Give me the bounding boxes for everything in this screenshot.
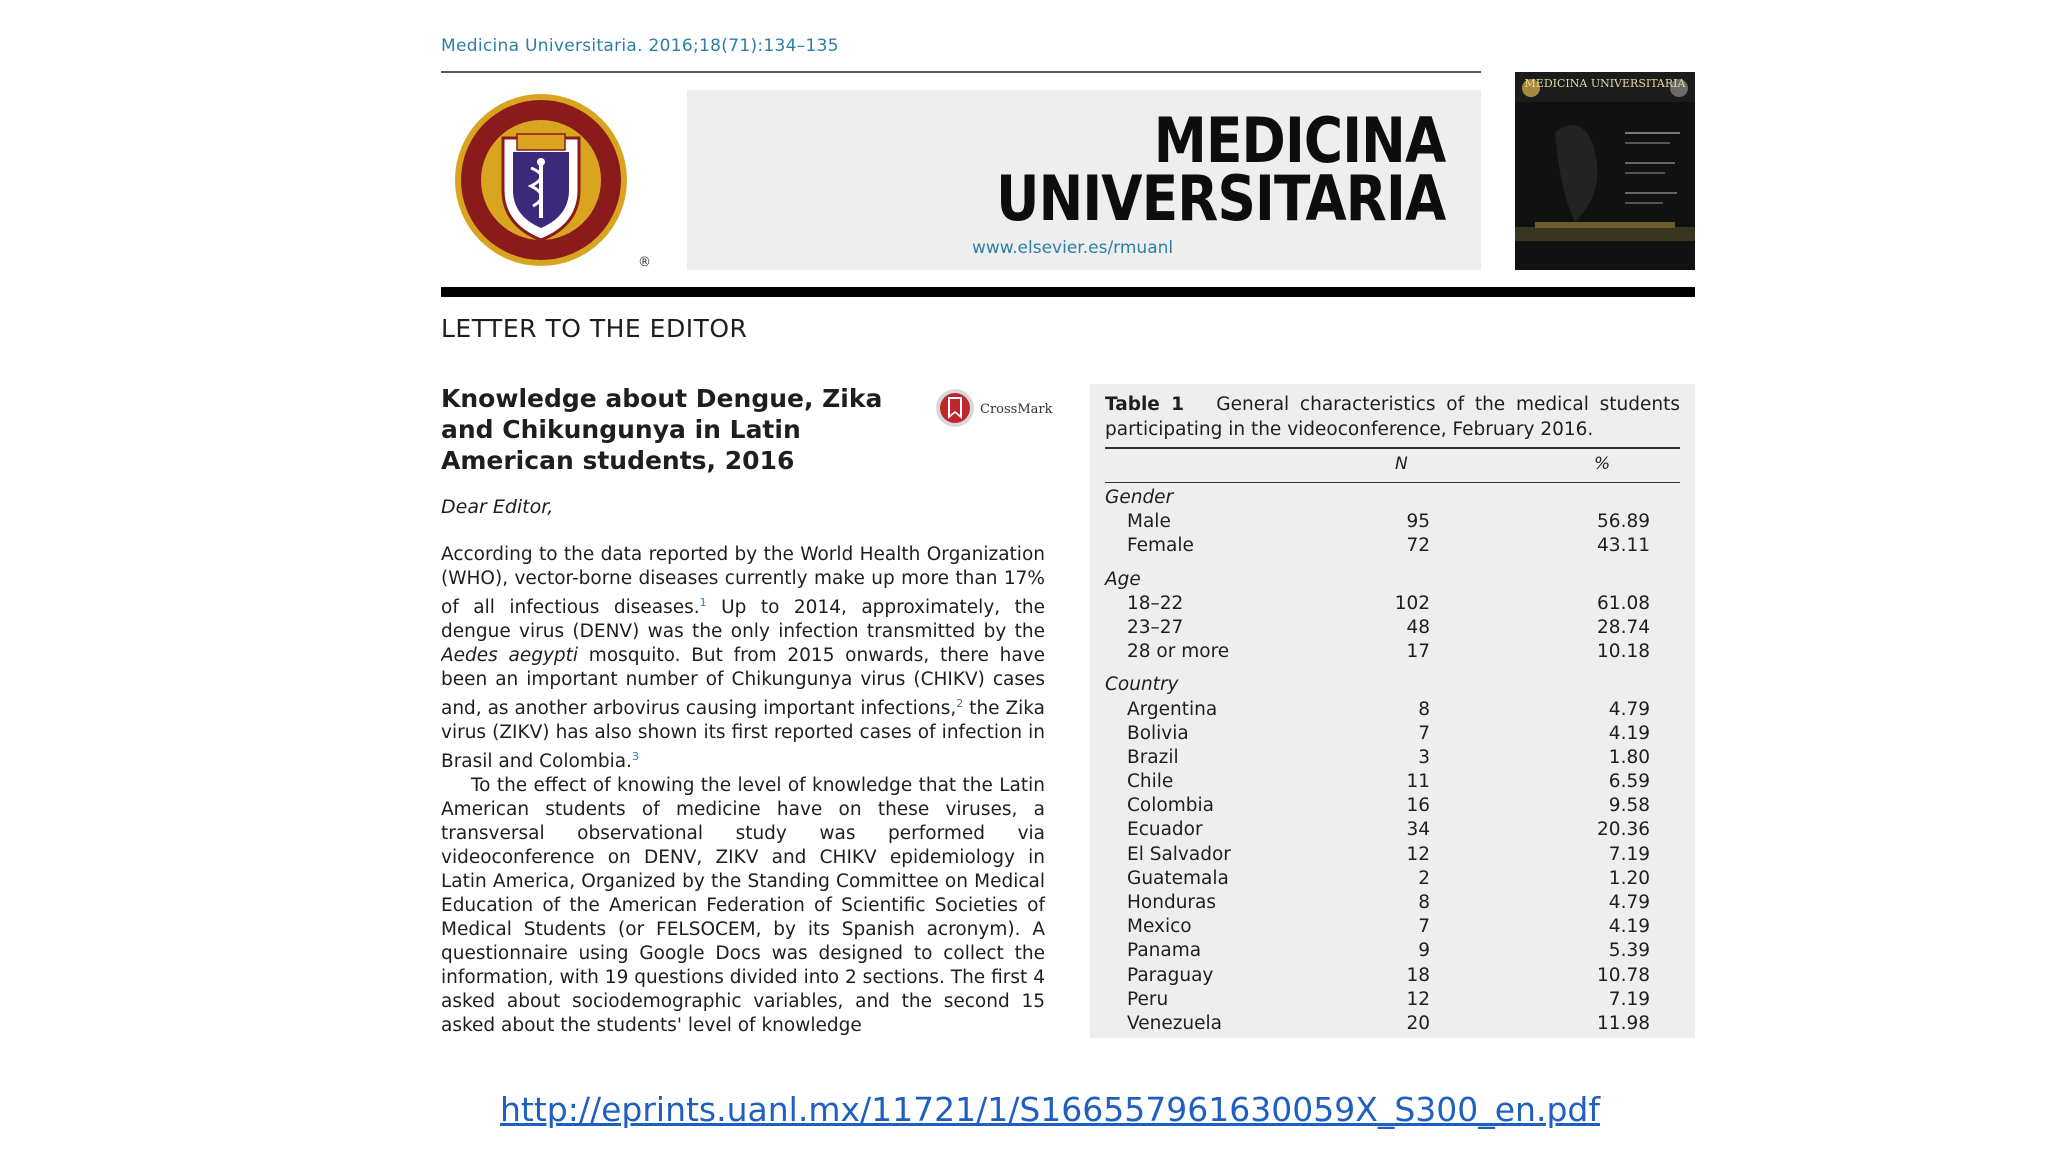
- paragraph-2: To the effect of knowing the level of knowledge that the Latin American students of medicine have on these viruses, a transversal observational study was performed via videoconference on DENV, ZIKV and CHIKV epidemiology in Latin America, Organized by the Standing Committee on Medical Education of the American Federation of Scientific Societies of Medical Students (or FELSOCEM, by its Spanish acronym). A questionnaire using Google Docs was designed to collect the information, with 19 questions divided into 2 sections. The first 4 asked about sociodemographic variables, and the second 15 asked about the students' level of knowledge: [441, 775, 1045, 1037]
- journal-url: www.elsevier.es/rmuanl: [972, 238, 1174, 258]
- row-count: 8: [1418, 698, 1430, 720]
- svg-text:®: ®: [638, 255, 651, 270]
- table-row: [1105, 534, 1680, 558]
- row-count: 34: [1406, 819, 1430, 841]
- row-count: 20: [1406, 1012, 1430, 1034]
- row-percent: 1.80: [1608, 746, 1650, 768]
- row-percent: 1.20: [1608, 867, 1650, 889]
- row-label: Female: [1127, 535, 1194, 557]
- article-body: [441, 543, 1051, 1038]
- table-body: [1105, 486, 1680, 1036]
- table-row: [1105, 988, 1680, 1012]
- row-percent: 4.19: [1608, 916, 1650, 938]
- article-title: Knowledge about Dengue, Zika and Chikungunya in Latin American students, 2016: [441, 384, 883, 475]
- row-count: 18: [1406, 964, 1430, 986]
- row-label: Venezuela: [1127, 1012, 1223, 1034]
- row-count: 102: [1394, 592, 1430, 614]
- row-percent: 11.98: [1597, 1012, 1650, 1034]
- table-row: [1105, 640, 1680, 664]
- journal-cover-thumbnail: [1515, 72, 1695, 270]
- row-label: Honduras: [1127, 892, 1217, 913]
- row-count: 17: [1406, 641, 1430, 663]
- row-count: 9: [1418, 940, 1430, 962]
- row-percent: 4.19: [1608, 722, 1650, 744]
- table-row: [1105, 891, 1680, 915]
- table-row: [1105, 698, 1680, 722]
- row-count: 3: [1418, 746, 1430, 768]
- table-row: [1105, 770, 1680, 794]
- section-label: LETTER TO THE EDITOR: [441, 314, 748, 343]
- row-label: Argentina: [1127, 698, 1218, 720]
- table-row: [1105, 616, 1680, 640]
- table-row: [1105, 722, 1680, 746]
- table-header-rule: [1105, 482, 1680, 483]
- row-percent: 6.59: [1608, 771, 1650, 793]
- section-divider: [441, 287, 1695, 297]
- table-group-header: [1105, 568, 1680, 592]
- table-row: [1105, 939, 1680, 963]
- row-count: 2: [1418, 867, 1430, 889]
- row-count: 95: [1406, 511, 1430, 533]
- row-label: Bolivia: [1127, 722, 1189, 744]
- header-divider: [441, 71, 1481, 73]
- journal-banner: [687, 90, 1481, 270]
- column-header-n: N: [1395, 454, 1408, 474]
- row-count: 11: [1406, 771, 1430, 793]
- row-label: Peru: [1127, 988, 1169, 1010]
- salutation: Dear Editor,: [441, 496, 554, 518]
- journal-wordmark: MEDICINA UNIVERSITARIA: [995, 104, 1445, 235]
- row-percent: 7.19: [1608, 988, 1650, 1010]
- table-top-rule: [1105, 447, 1680, 449]
- row-count: 7: [1418, 722, 1430, 744]
- table-row: [1105, 818, 1680, 842]
- row-label: Mexico: [1127, 916, 1192, 938]
- journal-reference: Medicina Universitaria. 2016;18(71):134–135: [441, 36, 839, 56]
- row-count: 8: [1418, 892, 1430, 913]
- row-percent: 10.78: [1597, 964, 1650, 986]
- row-percent: 20.36: [1597, 819, 1650, 841]
- group-label: Country: [1105, 674, 1179, 696]
- paragraph-1: According to the data reported by the World Health Organization (WHO), vector-borne diseases currently make up more than 17% of all infectious diseases.$^1$ Up to 2014, approximately, the dengue virus (DENV) was the only infection transmitted by the Aedes aegypti mosquito. But from 2015 onwards, there have been an important number of Chikungunya virus (CHIKV) cases and, as another arbovirus causing important infections,$^2$ the Zika virus (ZIKV) has also shown its first reported cases of infection in Brasil and Colombia.$^3$: [441, 544, 1045, 773]
- row-percent: 61.08: [1597, 592, 1650, 614]
- row-label: Brazil: [1127, 746, 1179, 768]
- table-row: [1105, 867, 1680, 891]
- table-row: [1105, 510, 1680, 534]
- row-count: 16: [1406, 795, 1430, 817]
- cover-title: MEDICINA UNIVERSITARIA: [1524, 77, 1686, 90]
- row-percent: 56.89: [1597, 511, 1650, 533]
- row-percent: 4.79: [1608, 698, 1650, 720]
- row-count: 12: [1406, 843, 1430, 865]
- row-count: 12: [1406, 988, 1430, 1010]
- row-percent: 4.79: [1608, 892, 1650, 913]
- table-row: [1105, 592, 1680, 616]
- row-label: Guatemala: [1127, 867, 1229, 889]
- row-percent: 10.18: [1597, 641, 1650, 663]
- column-header-percent: %: [1594, 454, 1611, 474]
- row-percent: 28.74: [1597, 616, 1650, 638]
- table-1: [1090, 384, 1695, 1038]
- row-label: 23–27: [1127, 616, 1184, 638]
- table-caption: Table 1 General characteristics of the medical students participating in the videoconference, February 2016.: [1105, 394, 1680, 440]
- table-group-header: [1105, 673, 1680, 697]
- table-row: [1105, 1012, 1680, 1036]
- crossmark-badge[interactable]: [933, 388, 1053, 428]
- row-percent: 9.58: [1608, 795, 1650, 817]
- row-percent: 7.19: [1608, 843, 1650, 865]
- table-row: [1105, 964, 1680, 988]
- row-label: El Salvador: [1127, 843, 1231, 865]
- table-row: [1105, 843, 1680, 867]
- row-count: 72: [1406, 535, 1430, 557]
- row-percent: 43.11: [1597, 535, 1650, 557]
- row-label: Ecuador: [1127, 819, 1203, 841]
- row-percent: 5.39: [1608, 940, 1650, 962]
- table-group-header: [1105, 486, 1680, 510]
- table-row: [1105, 794, 1680, 818]
- university-seal-logo: [441, 90, 651, 270]
- row-label: 18–22: [1127, 592, 1184, 614]
- row-count: 48: [1406, 616, 1430, 638]
- row-label: Chile: [1127, 771, 1174, 793]
- table-row: [1105, 746, 1680, 770]
- group-label: Age: [1105, 568, 1141, 590]
- group-label: Gender: [1105, 487, 1174, 508]
- row-label: Panama: [1127, 940, 1202, 962]
- crossmark-icon: [933, 388, 977, 428]
- row-label: 28 or more: [1127, 641, 1230, 663]
- row-label: Colombia: [1127, 795, 1214, 817]
- source-link[interactable]: http://eprints.uanl.mx/11721/1/S166557961630059X_S300_en.pdf: [500, 1090, 1600, 1129]
- row-label: Paraguay: [1127, 964, 1214, 986]
- row-count: 7: [1418, 916, 1430, 938]
- article-body-text: [441, 543, 1045, 1038]
- row-label: Male: [1127, 511, 1171, 533]
- crossmark-label: CrossMark: [980, 402, 1053, 417]
- table-row: [1105, 915, 1680, 939]
